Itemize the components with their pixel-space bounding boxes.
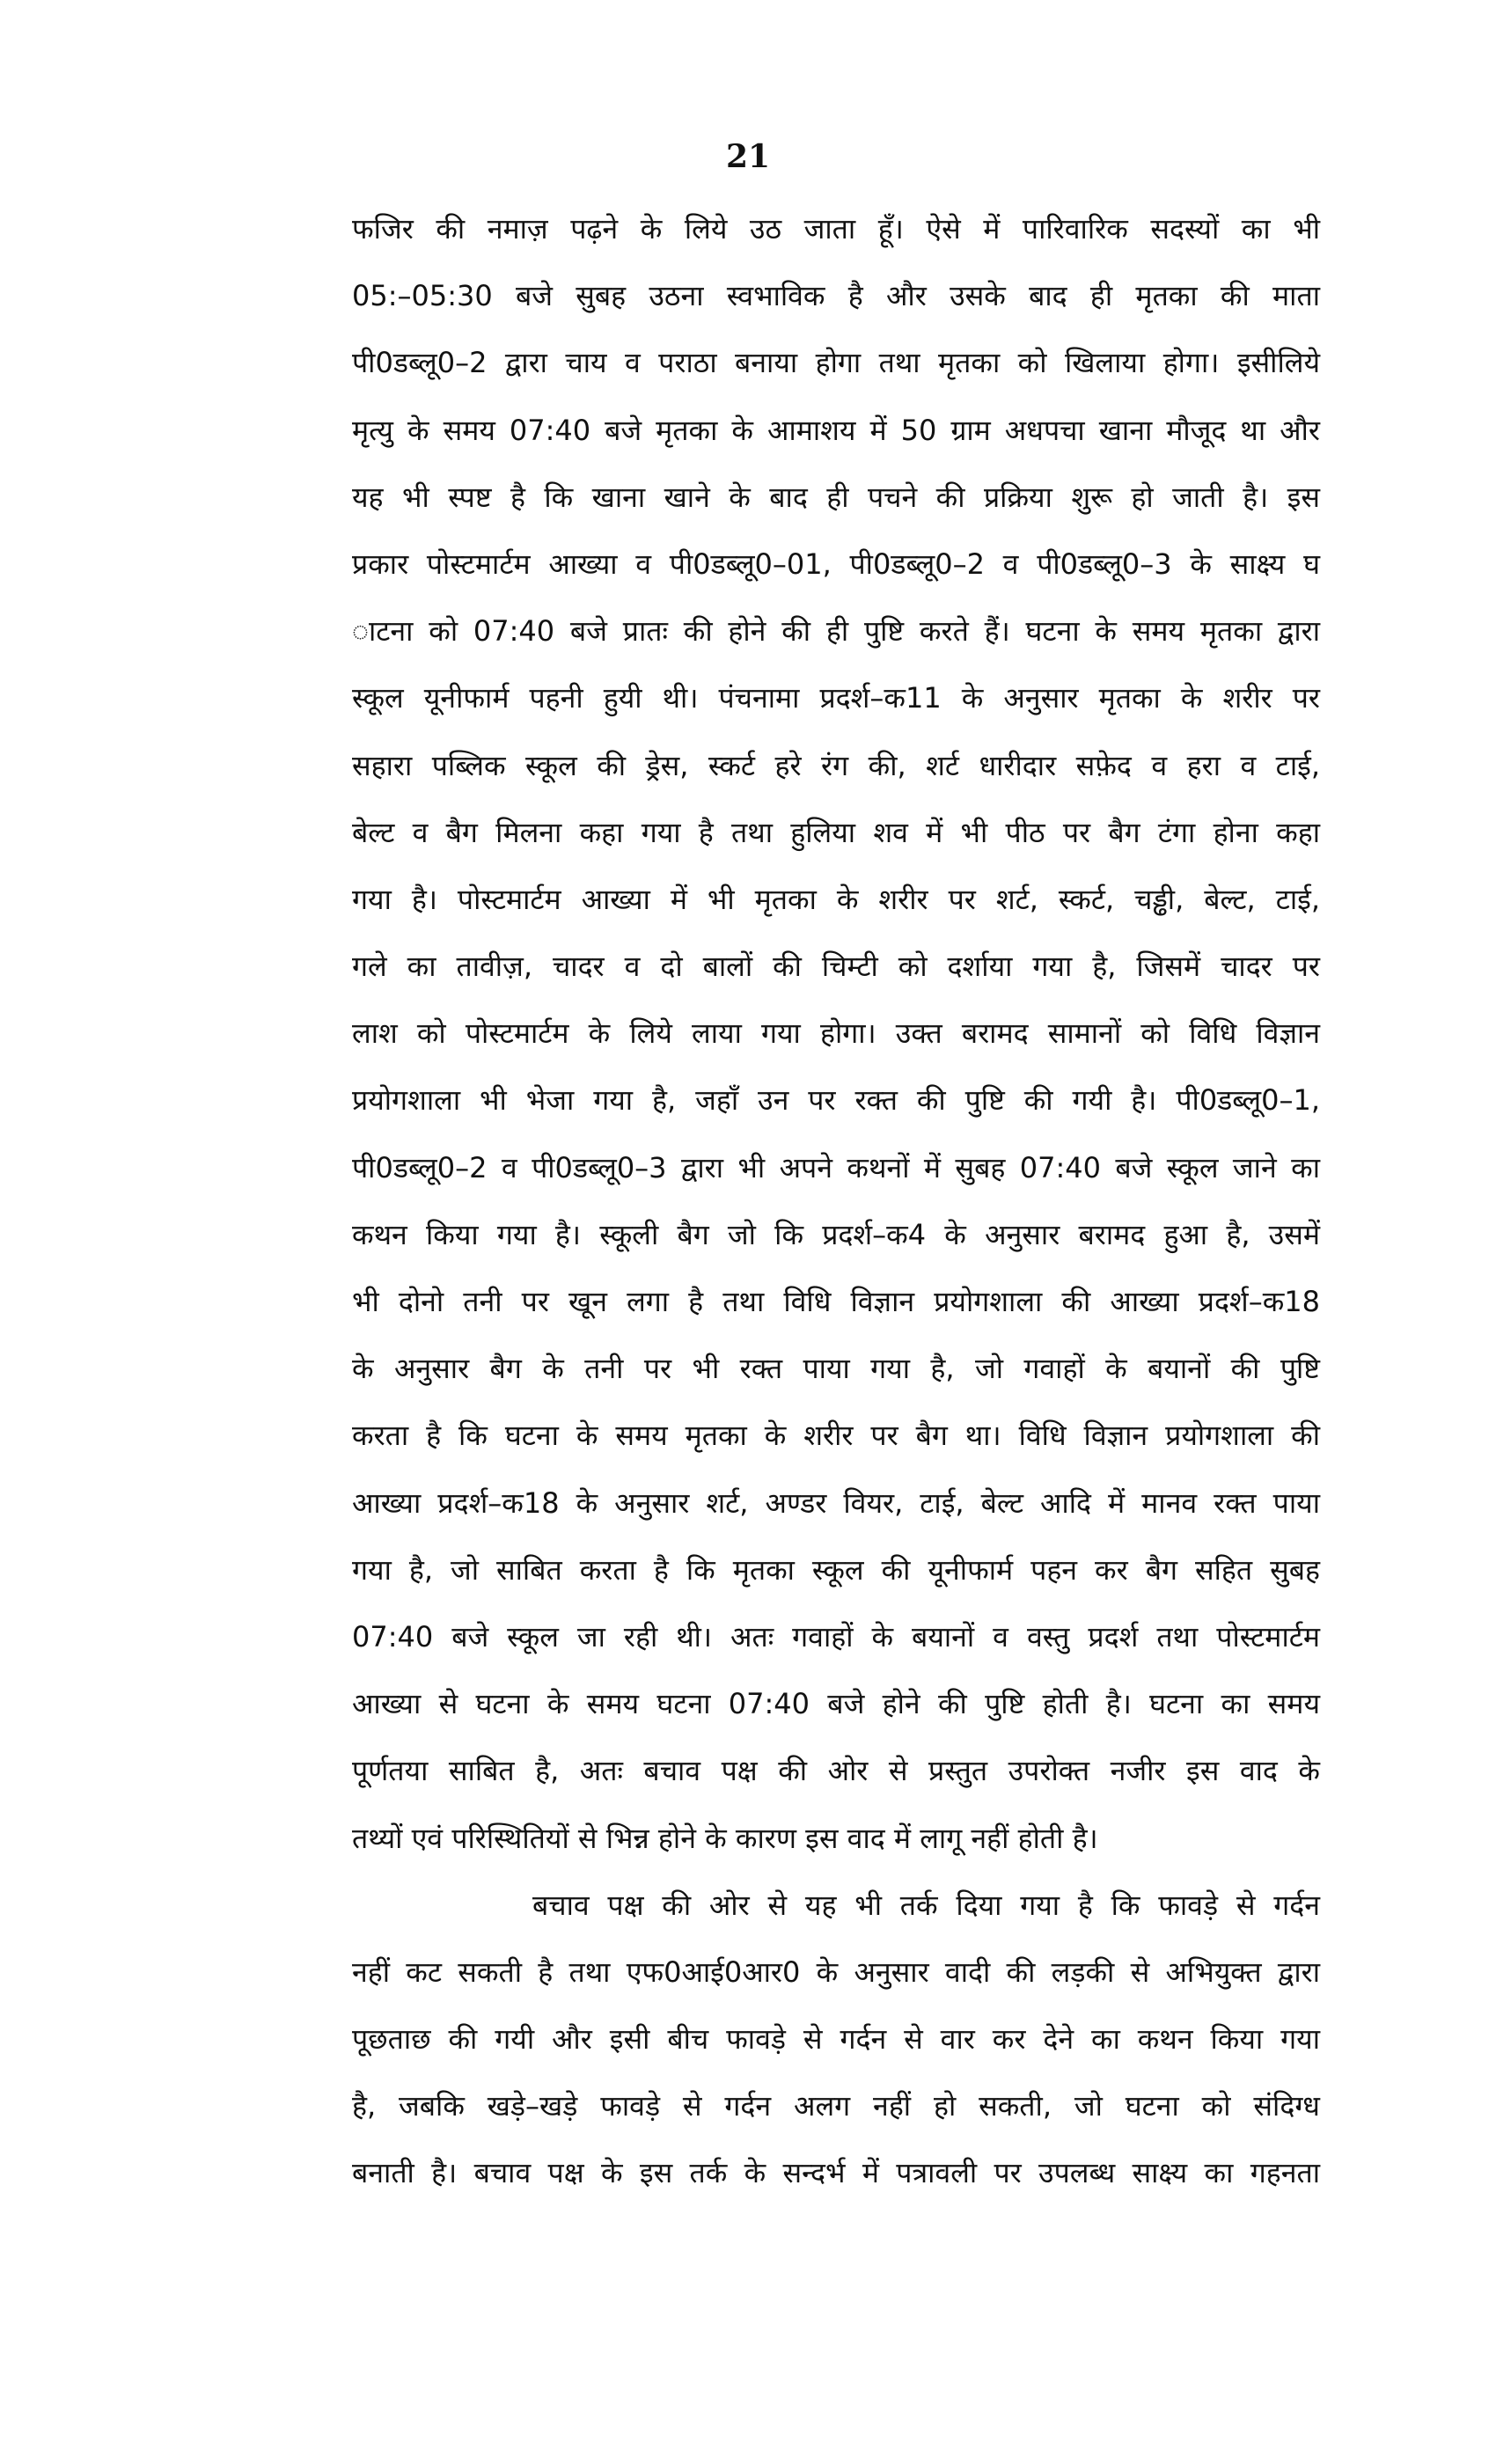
text-line: ाटना को 07:40 बजे प्रातः की होने की ही पुष्टि करते हैं। घटना के समय मृतका द्वारा xyxy=(352,614,1320,649)
text-line: पी0डब्लू0–2 द्वारा चाय व पराठा बनाया होगा तथा मृतका को खिलाया होगा। इसीलिये xyxy=(352,346,1320,380)
text-line: लाश को पोस्टमार्टम के लिये लाया गया होगा। उक्त बरामद सामानों को विधि विज्ञान xyxy=(352,1016,1320,1051)
body-text xyxy=(352,208,1320,2219)
text-line: प्रयोगशाला भी भेजा गया है, जहाँ उन पर रक्त की पुष्टि की गयी है। पी0डब्लू0–1, xyxy=(352,1083,1320,1118)
text-line: प्रकार पोस्टमार्टम आख्या व पी0डब्लू0–01, पी0डब्लू0–2 व पी0डब्लू0–3 के साक्ष्य घ xyxy=(352,546,1320,581)
text-line: 05:–05:30 बजे सुबह उठना स्वभाविक है और उसके बाद ही मृतका की माता xyxy=(352,279,1320,313)
text-line: गले का तावीज़, चादर व दो बालों की चिम्टी को दर्शाया गया है, जिसमें चादर पर xyxy=(352,950,1320,984)
text-line: पूर्णतया साबित है, अतः बचाव पक्ष की ओर से प्रस्तुत उपरोक्त नजीर इस वाद के xyxy=(352,1754,1320,1788)
text-line: गया है, जो साबित करता है कि मृतका स्कूल की यूनीफार्म पहन कर बैग सहित सुबह xyxy=(352,1552,1320,1587)
text-line: यह भी स्पष्ट है कि खाना खाने के बाद ही पचने की प्रक्रिया शुरू हो जाती है। इस xyxy=(352,480,1320,514)
text-line: गया है। पोस्टमार्टम आख्या में भी मृतका के शरीर पर शर्ट, स्कर्ट, चड्ढी, बेल्ट, टाई, xyxy=(352,882,1320,916)
page-number: 21 xyxy=(725,138,771,175)
text-line: 07:40 बजे स्कूल जा रही थी। अतः गवाहों के बयानों व वस्तु प्रदर्श तथा पोस्टमार्टम xyxy=(352,1619,1320,1654)
text-line: कथन किया गया है। स्कूली बैग जो कि प्रदर्श–क4 के अनुसार बरामद हुआ है, उसमें xyxy=(352,1217,1320,1251)
text-line: पी0डब्लू0–2 व पी0डब्लू0–3 द्वारा भी अपने कथनों में सुबह 07:40 बजे स्कूल जाने का xyxy=(352,1150,1320,1184)
text-line: पूछताछ की गयी और इसी बीच फावड़े से गर्दन से वार कर देने का कथन किया गया xyxy=(352,2022,1320,2057)
text-line: मृत्यु के समय 07:40 बजे मृतका के आमाशय में 50 ग्राम अधपचा खाना मौजूद था और xyxy=(352,413,1320,447)
text-line: बेल्ट व बैग मिलना कहा गया है तथा हुलिया शव में भी पीठ पर बैग टंगा होना कहा xyxy=(352,815,1320,849)
paragraph-start-line: बचाव पक्ष की ओर से यह भी तर्क दिया गया है कि फावड़े से गर्दन xyxy=(532,1888,1320,1922)
text-line: नहीं कट सकती है तथा एफ0आई0आर0 के अनुसार वादी की लड़की से अभियुक्त द्वारा xyxy=(352,1954,1320,1989)
text-line: के अनुसार बैग के तनी पर भी रक्त पाया गया है, जो गवाहों के बयानों की पुष्टि xyxy=(352,1352,1320,1386)
text-line: करता है कि घटना के समय मृतका के शरीर पर बैग था। विधि विज्ञान प्रयोगशाला की xyxy=(352,1419,1320,1453)
text-line: आख्या से घटना के समय घटना 07:40 बजे होने की पुष्टि होती है। घटना का समय xyxy=(352,1687,1320,1721)
text-line: बनाती है। बचाव पक्ष के इस तर्क के सन्दर्भ में पत्रावली पर उपलब्ध साक्ष्य का गहनता xyxy=(352,2156,1320,2190)
paragraph-end-line: तथ्यों एवं परिस्थितियों से भिन्न होने के कारण इस वाद में लागू नहीं होती है। xyxy=(352,1821,1098,1855)
text-line: सहारा पब्लिक स्कूल की ड्रेस, स्कर्ट हरे रंग की, शर्ट धारीदार सफ़ेद व हरा व टाई, xyxy=(352,748,1320,782)
text-line: स्कूल यूनीफार्म पहनी हुयी थी। पंचनामा प्रदर्श–क11 के अनुसार मृतका के शरीर पर xyxy=(352,681,1320,715)
text-line: फजिर की नमाज़ पढ़ने के लिये उठ जाता हूँ। ऐसे में पारिवारिक सदस्यों का भी xyxy=(352,212,1320,246)
text-line: है, जबकि खड़े–खड़े फावड़े से गर्दन अलग नहीं हो सकती, जो घटना को संदिग्ध xyxy=(352,2089,1320,2123)
text-line: आख्या प्रदर्श–क18 के अनुसार शर्ट, अण्डर वियर, टाई, बेल्ट आदि में मानव रक्त पाया xyxy=(352,1485,1320,1520)
text-line: भी दोनो तनी पर खून लगा है तथा विधि विज्ञान प्रयोगशाला की आख्या प्रदर्श–क18 xyxy=(352,1285,1320,1318)
